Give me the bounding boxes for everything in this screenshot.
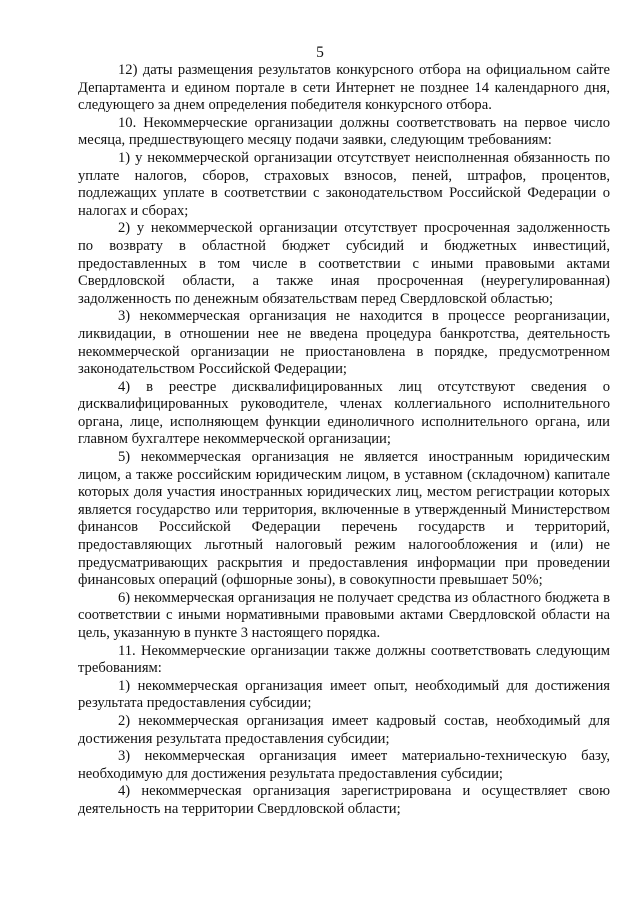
paragraph-section-11-item-2: 2) некоммерческая организация имеет кадровый состав, необходимый для достижения результата предоставления субсидии; — [78, 712, 610, 747]
paragraph-item-12: 12) даты размещения результатов конкурсного отбора на официальном сайте Департамента и едином портале в сети Интернет не позднее 14 календарного дня, следующего за днем определения победителя конкурсного отбора. — [78, 62, 610, 114]
paragraph-section-11: 11. Некоммерческие организации также должны соответствовать следующим требованиям: — [78, 642, 610, 677]
paragraph-requirement-1: 1) у некоммерческой организации отсутствует неисполненная обязанность по уплате налогов, сборов, страховых взносов, пеней, штрафов, процентов, подлежащих уплате в соответствии с законодательством Российской Федерации о налогах и сборах; — [78, 149, 610, 219]
paragraph-requirement-6: 6) некоммерческая организация не получает средства из областного бюджета в соответствии с иными нормативными правовыми актами Свердловской области на цель, указанную в пункте 3 настоящего порядка. — [78, 589, 610, 641]
document-body — [78, 62, 610, 819]
paragraph-requirement-4: 4) в реестре дисквалифицированных лиц отсутствуют сведения о дисквалифицированных руководителе, членах коллегиального исполнительного органа, лице, исполняющем функции единоличного исполнительного органа, или главном бухгалтере некоммерческой организации; — [78, 378, 610, 448]
paragraph-requirement-3: 3) некоммерческая организация не находится в процессе реорганизации, ликвидации, в отношении нее не введена процедура банкротства, деятельность некоммерческой организации не приостановлена в порядке, предусмотренном законодательством Российской Федерации; — [78, 308, 610, 378]
paragraph-section-11-item-1: 1) некоммерческая организация имеет опыт, необходимый для достижения результата предоставления субсидии; — [78, 677, 610, 712]
paragraph-section-10: 10. Некоммерческие организации должны соответствовать на первое число месяца, предшествующего месяцу подачи заявки, следующим требованиям: — [78, 114, 610, 149]
paragraph-requirement-2: 2) у некоммерческой организации отсутствует просроченная задолженность по возврату в областной бюджет субсидий и бюджетных инвестиций, предоставленных в том числе в соответствии с иными правовыми актами Свердловской области, а также иная просроченная (неурегулированная) задолженность по денежным обязательствам перед Свердловской областью; — [78, 220, 610, 307]
paragraph-section-11-item-3: 3) некоммерческая организация имеет материально-техническую базу, необходимую для достижения результата предоставления субсидии; — [78, 748, 610, 782]
page-number: 5 — [316, 44, 324, 61]
paragraph-section-11-item-4: 4) некоммерческая организация зарегистрирована и осуществляет свою деятельность на территории Свердловской области; — [78, 783, 610, 817]
paragraph-requirement-5: 5) некоммерческая организация не является иностранным юридическим лицом, а также российским юридическим лицом, в уставном (складочном) капитале которых доля участия иностранных юридических лиц, местом регистрации которых является государство или территория, включенные в утвержденный Министерством финансов Российской Федерации перечень государств и территорий, предоставляющих льготный налоговый режим налогообложения и (или) не предусматривающих раскрытия и предоставления информации при проведении финансовых операций (офшорные зоны), в совокупности превышает 50%; — [78, 449, 610, 589]
